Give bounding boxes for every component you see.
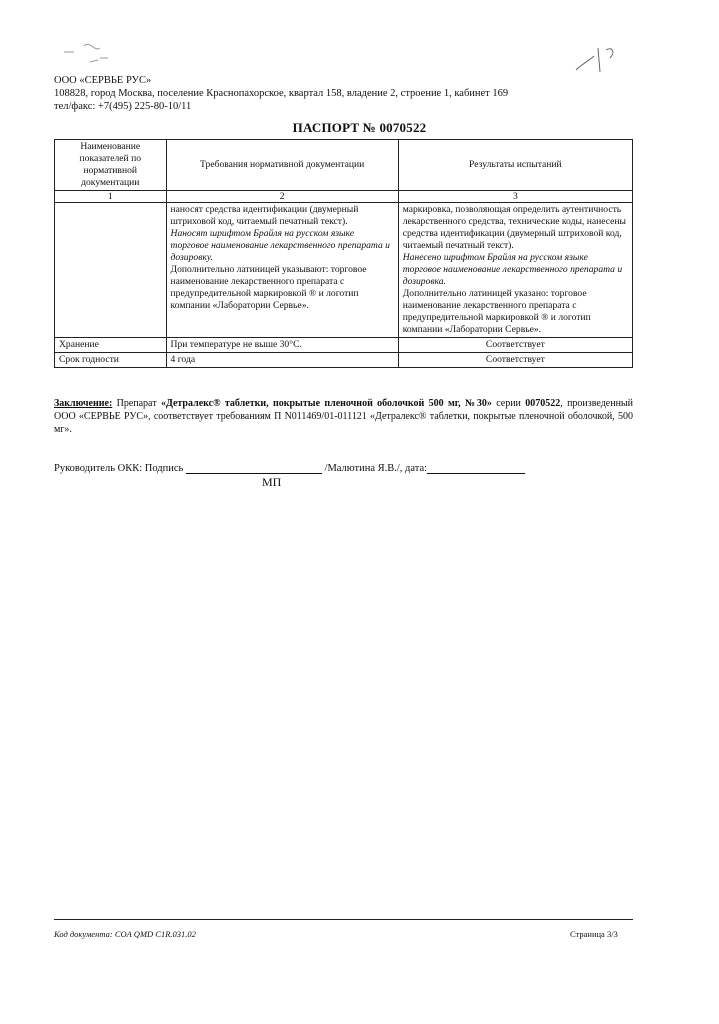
table-cell <box>166 203 398 338</box>
table-header-cell: Результаты испытаний <box>398 140 632 191</box>
table-cell: При температуре не выше 30°С. <box>166 338 398 353</box>
passport-table <box>54 139 633 368</box>
table-row <box>55 203 633 338</box>
requirement-text: Дополнительно латиницей указывают: торговое наименование лекарственного препарата с предупредительной маркировкой ® и логотип компании «Лаборатории Сервье». <box>170 264 367 311</box>
conclusion-product: «Детралекс® таблетки, покрытые пленочной оболочкой 500 мг, №30» <box>160 398 492 409</box>
column-number: 2 <box>166 191 398 203</box>
company-name: ООО «СЕРВЬЕ РУС» <box>54 75 152 86</box>
handwritten-mark <box>572 42 622 78</box>
result-text: маркировка, позволяющая определить аутентичность лекарственного средства, технические коды, нанесены средства идентификации (двумерный штриховой код, читаемый печатный текст). <box>402 204 626 251</box>
handwritten-mark <box>60 38 130 68</box>
page-number: Страница 3/3 <box>570 929 618 939</box>
table-row <box>55 338 633 353</box>
table-cell: Срок годности <box>55 353 167 368</box>
table-cell: Соответствует <box>398 353 632 368</box>
conclusion-text: серии <box>491 398 526 409</box>
table-cell: 4 года <box>166 353 398 368</box>
signature-name: /Малютина Я.В./, дата: <box>324 463 428 474</box>
document-code: Код документа: COA QMD C1R.031.02 <box>54 929 196 939</box>
date-blank <box>427 462 525 474</box>
column-number: 1 <box>55 191 167 203</box>
requirement-italic-text: Наносят шрифтом Брайля на русском языке торговое наименование лекарственного препарата и дозировку. <box>170 228 390 263</box>
result-italic-text: Нанесено шрифтом Брайля на русском языке торговое наименование лекарственного препарата и дозировка. <box>402 252 623 287</box>
column-number: 3 <box>398 191 632 203</box>
signature-line <box>54 462 525 474</box>
table-number-row <box>55 191 633 203</box>
conclusion-series: 0070522 <box>525 398 561 409</box>
table-cell: Хранение <box>55 338 167 353</box>
conclusion-paragraph <box>54 397 633 436</box>
result-text: Дополнительно латиницей указано: торговое наименование лекарственного препарата с предупредительной маркировкой ® и логотип компании «Лаборатории Сервье». <box>402 288 591 335</box>
requirement-text: наносят средства идентификации (двумерный штриховой код, читаемый печатный текст). <box>170 204 359 227</box>
company-phone: тел/факс: +7(495) 225-80-10/11 <box>54 101 192 112</box>
signature-blank <box>186 462 322 474</box>
table-row <box>55 353 633 368</box>
signature-role: Руководитель ОКК: Подпись <box>54 463 184 474</box>
conclusion-label: Заключение: <box>54 398 113 409</box>
table-header-cell: Требования нормативной документации <box>166 140 398 191</box>
table-header-cell: Наименование показателей по нормативной документации <box>55 140 167 191</box>
company-address: 108828, город Москва, поселение Краснопахорское, квартал 158, владение 2, строение 1, кабинет 169 <box>54 88 509 99</box>
document-title: ПАСПОРТ № 0070522 <box>292 120 427 135</box>
footer-divider <box>54 919 633 920</box>
table-header-row <box>55 140 633 191</box>
table-cell <box>55 203 167 338</box>
table-cell: Соответствует <box>398 338 632 353</box>
conclusion-text: Препарат <box>112 398 161 409</box>
table-cell <box>398 203 632 338</box>
conclusion-text: , произведенный ООО «СЕРВЬЕ РУС», соответствует требованиям П N011469/01-011121 «Детралекс® таблетки, покрытые пленочной оболочкой, 500 мг». <box>54 398 634 435</box>
company-header <box>54 74 508 113</box>
stamp-place-label: МП <box>262 475 282 489</box>
